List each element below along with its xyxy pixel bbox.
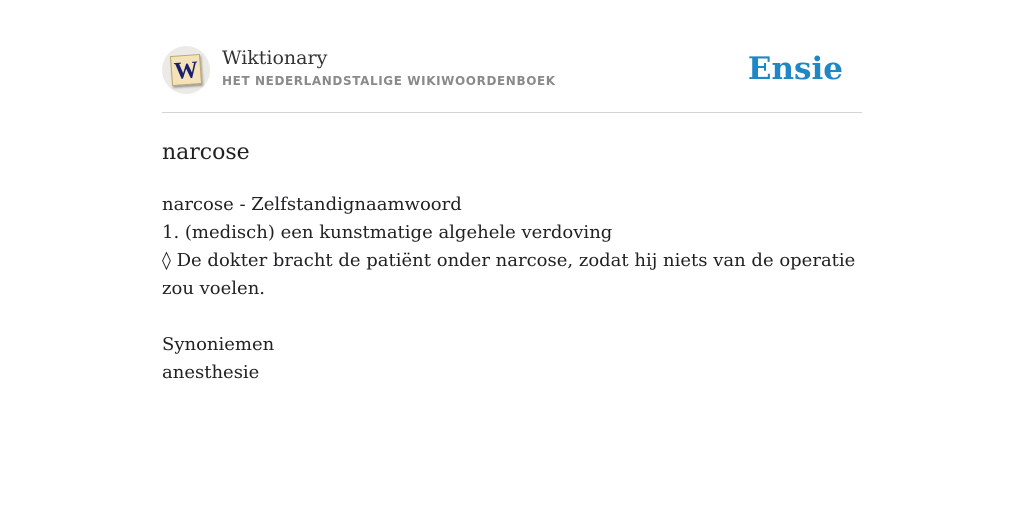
example-sentence: ◊ De dokter bracht de patiënt onder narcose, zodat hij niets van de operatie zou voelen. [162, 250, 856, 299]
spacer [162, 303, 862, 331]
wiktionary-logo[interactable] [162, 46, 210, 94]
synonym-item: anesthesie [162, 362, 260, 383]
header [162, 0, 862, 113]
word-type-line: narcose - Zelfstandignaamwoord [162, 194, 462, 215]
brand-name[interactable]: Wiktionary [222, 47, 328, 69]
page [162, 0, 862, 387]
entry-body [162, 191, 862, 387]
brand-tagline: HET NEDERLANDSTALIGE WIKIWOORDENBOEK [222, 74, 556, 88]
ensie-logo-link[interactable]: Ensie [747, 51, 843, 87]
definition: 1. (medisch) een kunstmatige algehele verdoving [162, 222, 613, 243]
word-title: narcose [162, 140, 250, 165]
synonyms-heading: Synoniemen [162, 334, 275, 355]
wiktionary-tile-icon: W [170, 54, 202, 86]
